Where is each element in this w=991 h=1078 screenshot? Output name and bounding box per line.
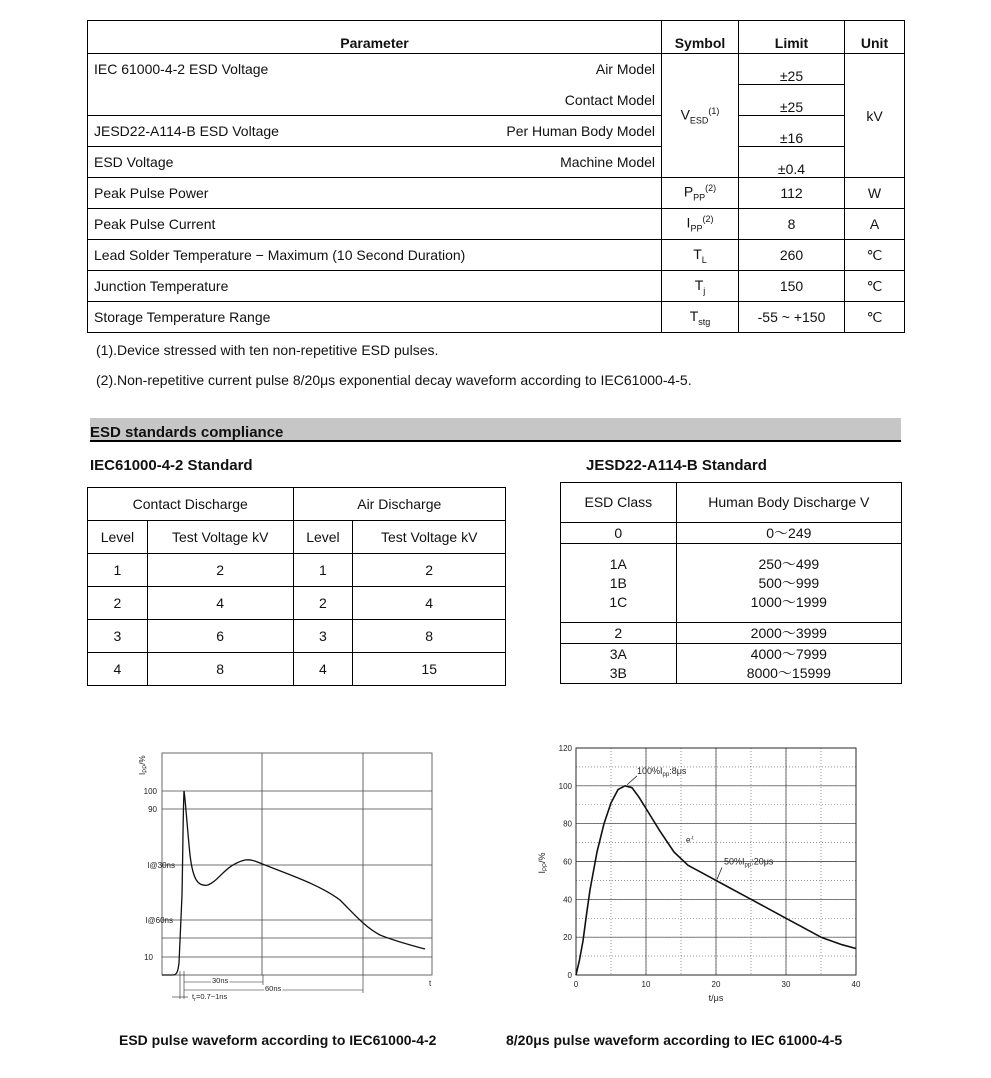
esd-row-param xyxy=(88,147,662,178)
param-name: Storage Temperature Range xyxy=(88,302,662,333)
jesd-table xyxy=(560,482,902,684)
table-row xyxy=(88,209,905,240)
symbol-cell: $I_{PP}^{(2)}$ xyxy=(662,209,739,240)
table-row xyxy=(88,554,506,587)
limit-cell: ±0.4 xyxy=(739,147,845,178)
esd-chart-ylabel xyxy=(138,755,149,775)
param-model: Per Human Body Model xyxy=(506,123,655,139)
surge-annotation-arrow xyxy=(717,867,722,879)
class-label: 3A xyxy=(609,645,627,662)
surge-xtick-label: 0 xyxy=(573,980,579,989)
unit-cell: W xyxy=(845,178,905,209)
footnote-2: (2).Non-repetitive current pulse 8/20μs exponential decay waveform according to IEC61000-4-5. xyxy=(96,372,692,388)
table-cell: 2 xyxy=(147,554,293,587)
table-cell: 3 xyxy=(293,620,353,653)
table-cell: 2000～3999 xyxy=(676,623,901,644)
surge-annotation-half: $50\%I_{pp}:20\mu s$ xyxy=(724,856,774,869)
esd-ytick-i30: I@30ns xyxy=(147,861,175,870)
surge-xlabel: t/μs xyxy=(708,993,724,1003)
unit-cell: A xyxy=(845,209,905,240)
table-row xyxy=(88,302,905,333)
voltage-range: 250～499 xyxy=(758,555,820,572)
group-contact-discharge: Contact Discharge xyxy=(88,488,294,521)
table-cell xyxy=(676,644,901,684)
table-row xyxy=(88,521,506,554)
surge-annotation-arrow xyxy=(627,776,637,785)
table-row xyxy=(561,483,902,523)
col-level: Level xyxy=(293,521,353,554)
table-cell: 8 xyxy=(147,653,293,686)
symbol-cell: $T_L$ xyxy=(662,240,739,271)
table-cell: 4 xyxy=(353,587,506,620)
section-band xyxy=(90,418,901,442)
iec-table xyxy=(87,487,506,686)
param-name: Peak Pulse Power xyxy=(88,178,662,209)
table-cell: 2 xyxy=(88,587,148,620)
limit-cell: ±16 xyxy=(739,116,845,147)
esd-pulse-chart xyxy=(120,735,450,1010)
surge-annotation-peak: $100\%I_{pp}:8\mu s$ xyxy=(637,765,687,778)
table-row xyxy=(88,147,905,178)
table-cell: 15 xyxy=(353,653,506,686)
param-name: JESD22-A114-B ESD Voltage xyxy=(94,123,279,139)
group-air-discharge: Air Discharge xyxy=(293,488,506,521)
surge-xtick-label: 20 xyxy=(711,980,721,989)
surge-ytick-label: 120 xyxy=(558,744,572,753)
table-row xyxy=(88,116,905,147)
table-cell: 0～249 xyxy=(676,523,901,544)
header-unit: Unit xyxy=(845,21,905,54)
voltage-range: 500～999 xyxy=(758,574,820,591)
header-symbol: Symbol xyxy=(662,21,739,54)
esd-ytick-i60: I@60ns xyxy=(145,916,173,925)
iec-standard-title: IEC61000-4-2 Standard xyxy=(90,457,253,474)
param-name: IEC 61000-4-2 ESD Voltage xyxy=(94,61,269,78)
param-name: ESD Voltage xyxy=(94,154,174,170)
surge-chart-caption: 8/20μs pulse waveform according to IEC 61000-4-5 xyxy=(506,1032,843,1048)
surge-ytick-label: 20 xyxy=(563,933,572,943)
param-name: Lead Solder Temperature − Maximum (10 Second Duration) xyxy=(88,240,662,271)
limit-cell: ±25 xyxy=(739,85,845,116)
table-cell: 3 xyxy=(88,620,148,653)
symbol-cell: $P_{PP}^{(2)}$ xyxy=(662,178,739,209)
class-label: 1A xyxy=(609,555,627,572)
table-cell: 4 xyxy=(293,653,353,686)
surge-xtick-label: 30 xyxy=(781,980,791,989)
esd-chart-grid xyxy=(162,753,432,975)
class-label: 1C xyxy=(609,593,628,610)
table-row xyxy=(88,85,905,116)
table-row xyxy=(561,544,902,623)
voltage-range: 4000～7999 xyxy=(750,645,827,662)
esd-chart-caption: ESD pulse waveform according to IEC61000-4-2 xyxy=(119,1032,437,1048)
surge-annotation-decay: $e^{-t}$ xyxy=(686,835,694,845)
esd-xlabel: t xyxy=(429,979,432,988)
table-cell: 2 xyxy=(353,554,506,587)
esd-annotation-tr: $t_r=0.7\sim 1ns$ xyxy=(192,992,228,1003)
table-cell: 2 xyxy=(561,623,677,644)
esd-row-param xyxy=(88,54,662,85)
table-cell: 0 xyxy=(561,523,677,544)
surge-xtick-label: 10 xyxy=(641,980,651,989)
esd-ytick-10: 10 xyxy=(144,953,153,962)
limit-cell: 260 xyxy=(739,240,845,271)
table-cell: 4 xyxy=(88,653,148,686)
esd-row-param xyxy=(88,85,662,116)
table-row xyxy=(88,54,905,85)
param-model: Air Model xyxy=(595,61,655,78)
table-cell: 1 xyxy=(293,554,353,587)
jesd-standard-title: JESD22-A114-B Standard xyxy=(586,457,767,474)
limit-cell: 150 xyxy=(739,271,845,302)
footnote-1: (1).Device stressed with ten non-repetitive ESD pulses. xyxy=(96,342,439,358)
table-row xyxy=(88,653,506,686)
param-name: Junction Temperature xyxy=(88,271,662,302)
param-model: Machine Model xyxy=(560,154,655,170)
unit-cell: ℃ xyxy=(845,271,905,302)
unit-cell: ℃ xyxy=(845,302,905,333)
surge-ytick-label: 40 xyxy=(563,895,572,905)
esd-row-param xyxy=(88,116,662,147)
limit-cell: 8 xyxy=(739,209,845,240)
col-test-voltage: Test Voltage kV xyxy=(147,521,293,554)
table-row xyxy=(88,240,905,271)
table-row xyxy=(88,587,506,620)
voltage-range: 1000～1999 xyxy=(750,593,827,610)
param-model: Contact Model xyxy=(564,91,655,108)
table-cell: 2 xyxy=(293,587,353,620)
table-cell xyxy=(561,544,677,623)
table-cell: 1 xyxy=(88,554,148,587)
limit-cell: ±25 xyxy=(739,54,845,85)
surge-ytick-label: 80 xyxy=(563,819,572,829)
table-row xyxy=(561,644,902,684)
voltage-range: 8000～15999 xyxy=(746,664,831,681)
class-label: 3B xyxy=(609,664,627,681)
surge-ytick-label: 60 xyxy=(563,857,572,867)
table-row xyxy=(561,623,902,644)
col-hbm-voltage: Human Body Discharge V xyxy=(676,483,901,523)
surge-ytick-label: 100 xyxy=(558,781,572,791)
surge-xtick-label: 40 xyxy=(851,980,861,989)
table-cell: 8 xyxy=(353,620,506,653)
table-row xyxy=(88,620,506,653)
table-header-row xyxy=(88,21,905,54)
header-limit: Limit xyxy=(739,21,845,54)
section-title: ESD standards compliance xyxy=(90,424,284,441)
table-cell xyxy=(676,544,901,623)
table-row xyxy=(561,523,902,544)
table-row xyxy=(88,178,905,209)
table-row xyxy=(88,488,506,521)
esd-unit: kV xyxy=(845,54,905,178)
col-level: Level xyxy=(88,521,148,554)
symbol-cell: $T_{stg}$ xyxy=(662,302,739,333)
esd-symbol: $V_{ESD}^{(1)}$ xyxy=(662,54,739,178)
surge-pulse-chart xyxy=(530,738,870,1013)
esd-waveform-curve xyxy=(162,791,425,975)
surge-ytick-label: 0 xyxy=(567,971,572,980)
unit-cell: ℃ xyxy=(845,240,905,271)
esd-ytick-90: 90 xyxy=(148,805,157,814)
limit-cell: 112 xyxy=(739,178,845,209)
max-ratings-table xyxy=(87,20,905,333)
svg-text:IPP/%: $I_{PP}/\%$ xyxy=(138,755,149,775)
table-cell: 6 xyxy=(147,620,293,653)
esd-annotation-30ns: 30ns xyxy=(212,976,229,985)
table-row xyxy=(88,271,905,302)
surge-ylabel: $I_{PP}/\%$ xyxy=(537,852,549,874)
col-esd-class: ESD Class xyxy=(561,483,677,523)
table-cell xyxy=(561,644,677,684)
limit-cell: -55 ~ +150 xyxy=(739,302,845,333)
class-label: 1B xyxy=(609,574,627,591)
param-name: Peak Pulse Current xyxy=(88,209,662,240)
esd-annotation-60ns: 60ns xyxy=(265,984,282,993)
header-parameter: Parameter xyxy=(88,21,662,54)
col-test-voltage: Test Voltage kV xyxy=(353,521,506,554)
symbol-cell: $T_j$ xyxy=(662,271,739,302)
table-cell: 4 xyxy=(147,587,293,620)
esd-ytick-100: 100 xyxy=(143,787,157,796)
